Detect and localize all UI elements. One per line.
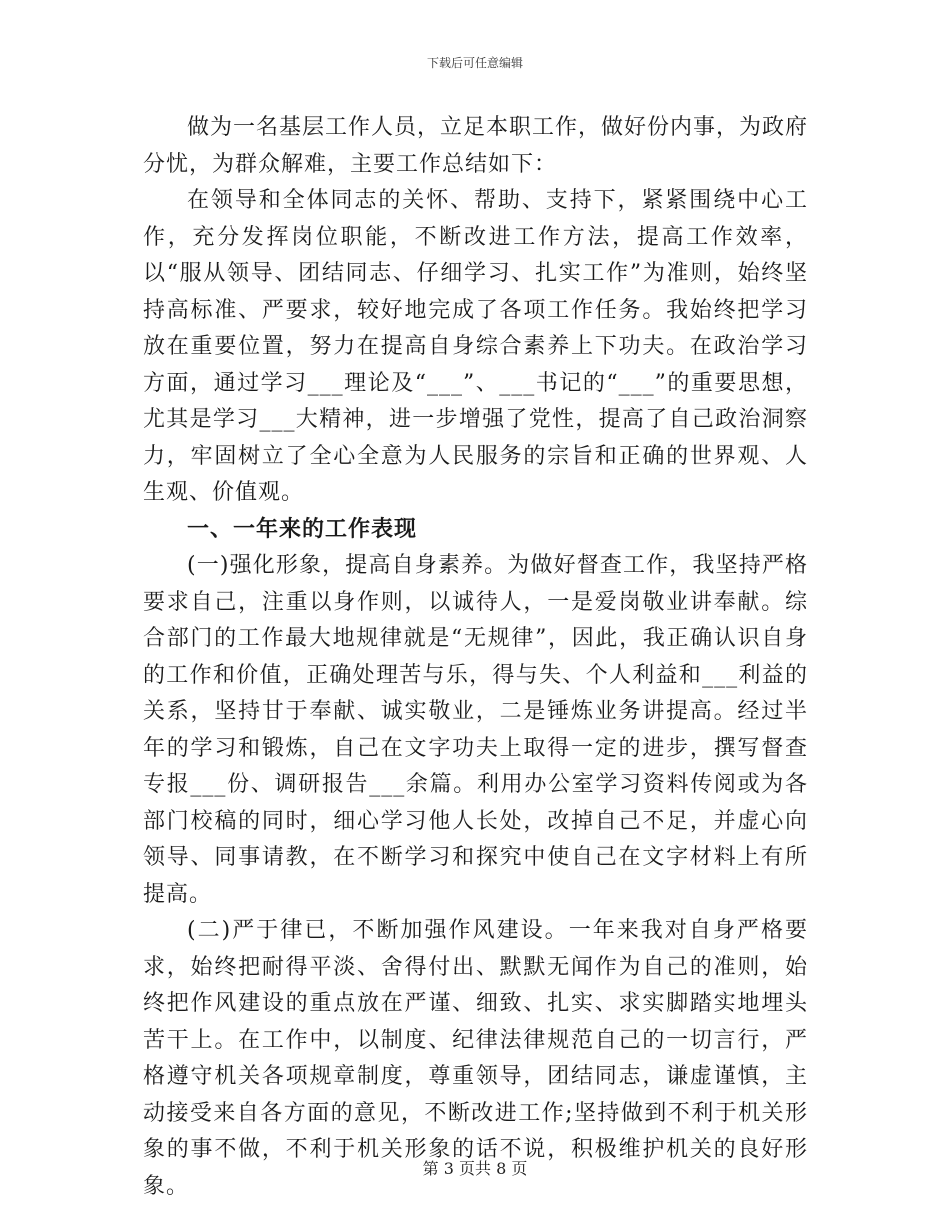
paragraph: (二)严于律已，不断加强作风建设。一年来我对自身严格要求，始终把耐得平淡、舍得付出、默默无闻作为自己的准则，始终把作风建设的重点放在严谨、细致、扎实、求实脚踏实地埋头苦干上。在工作中，以制度、纪律法律规范自己的一切言行，严格遵守机关各项规章制度，尊重领导，团结同志，谦虚谨慎，主动接受来自各方面的意见，不断改进工作;坚持做到不利于机关形象的事不做，不利于机关形象的话不说，积极维护机关的良好形象。 [143, 918, 808, 1199]
document-body [143, 110, 808, 1205]
page-number: 第 3 页共 8 页 [422, 1159, 528, 1178]
paragraph: 做为一名基层工作人员，立足本职工作，做好份内事，为政府分忧，为群众解难，主要工作总结如下： [143, 115, 809, 177]
section-heading: 一、一年来的工作表现 [187, 516, 418, 542]
paragraph: (一)强化形象，提高自身素养。为做好督查工作，我坚持严格要求自己，注重以身作则，以诚待人，一是爱岗敬业讲奉献。综合部门的工作最大地规律就是“无规律”，因此，我正确认识自身的工作和价值，正确处理苦与乐，得与失、个人利益和___利益的关系，坚持甘于奉献、诚实敬业，二是锤炼业务讲提高。经过半年的学习和锻炼，自己在文字功夫上取得一定的进步，撰写督查专报___份、调研报告___余篇。利用办公室学习资料传阅或为各部门校稿的同时，细心学习他人长处，改掉自己不足，并虚心向领导、同事请教，在不断学习和探究中使自己在文字材料上有所提高。 [143, 553, 808, 907]
header-note: 下载后可任意编辑 [426, 56, 523, 70]
paragraph: 在领导和全体同志的关怀、帮助、支持下，紧紧围绕中心工作，充分发挥岗位职能，不断改进工作方法，提高工作效率，以“服从领导、团结同志、仔细学习、扎实工作”为准则，始终坚持高标准、严要求，较好地完成了各项工作任务。我始终把学习放在重要位置，努力在提高自身综合素养上下功夫。在政治学习方面，通过学习___理论及“___”、___书记的“___”的重要思想，尤其是学习___大精神，进一步增强了党性，提高了自己政治洞察力，牢固树立了全心全意为人民服务的宗旨和正确的世界观、人生观、价值观。 [143, 188, 808, 505]
